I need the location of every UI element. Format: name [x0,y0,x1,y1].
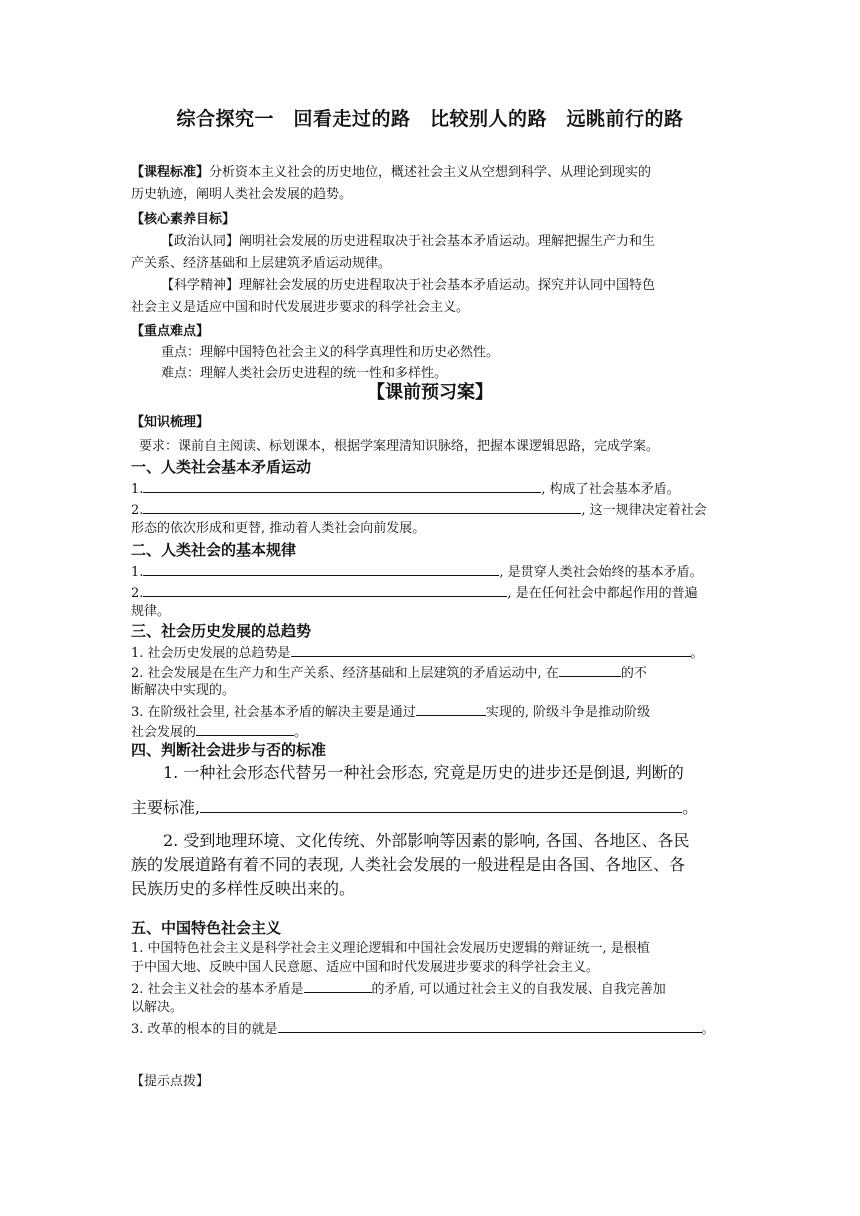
fill-blank[interactable] [291,642,691,657]
s3-item-3-text-b: 实现的, 阶级斗争是推动阶级 [485,705,651,720]
fill-blank[interactable] [143,499,581,514]
s5-item-2-cont: 以解决。 [131,1000,184,1015]
s4-para-2-line-1: 2. 受到地理环境、文化传统、外部影响等因素的影响, 各国、各地区、各民 [163,831,690,850]
page-title: 综合探究一 回看走过的路 比较别人的路 远眺前行的路 [176,108,684,130]
fill-blank[interactable] [278,1018,702,1033]
standard-line-1 [131,163,651,183]
s5-item-1-line-2: 于中国大地、反映中国人民意愿、适应中国和时代发展进步要求的科学社会主义。 [131,960,600,975]
standard-text-1: 分析资本主义社会的历史地位，概述社会主义从空想到科学、从理论到现实的 [209,165,652,180]
goals-label: 【核心素养目标】 [131,212,236,227]
requirement-text: 要求：课前自主阅读、标划课本，根据学案理清知识脉络，把握本课逻辑思路，完成学案。 [139,439,660,454]
s2-item-1-text: , 是贯穿人类社会始终的基本矛盾。 [499,565,703,580]
fill-blank[interactable] [143,478,541,493]
fill-blank[interactable] [196,721,294,736]
s3-item-1-end: 。 [690,646,704,661]
s2-item-2 [131,582,698,604]
s5-item-1-line-1: 1. 中国特色社会主义是科学社会主义理论逻辑和中国社会发展历史逻辑的辩证统一, 是根植 [131,941,650,956]
s4-para-1-label: 主要标准, [131,798,201,817]
section-3-heading: 三、社会历史发展的总趋势 [131,622,312,640]
fill-blank[interactable] [559,662,621,677]
s5-item-3 [131,1018,715,1040]
section-4-heading: 四、判断社会进步与否的标准 [131,741,327,759]
political-line-1 [161,232,655,252]
science-label: 【科学精神】 [161,278,240,293]
s4-para-1-line-1: 1. 一种社会形态代替另一种社会形态, 究竟是历史的进步还是倒退, 判断的 [163,763,684,782]
s2-item-2-num: 2. [131,586,144,601]
standard-label: 【课程标准】 [131,165,210,180]
s3-item-1 [131,642,704,664]
s2-item-2-text: , 是在任何社会中都起作用的普遍 [507,586,698,601]
s3-item-3 [131,701,650,723]
s1-item-2-num: 2. [131,503,144,518]
science-text-1: 理解社会发展的历史进程取决于社会基本矛盾运动。探究并认同中国特色 [239,278,656,293]
s3-item-2-text-b: 的不 [620,666,647,681]
s5-item-3-end: 。 [701,1022,715,1037]
s3-item-3-cont-text: 社会发展的 [131,725,197,740]
s2-item-1-num: 1. [131,565,144,580]
fill-blank[interactable] [143,561,499,576]
preview-section-title: 【课前预习案】 [367,382,493,403]
section-1-heading: 一、人类社会基本矛盾运动 [131,458,312,476]
fill-blank[interactable] [143,582,507,597]
s3-item-2-text: 2. 社会发展是在生产力和生产关系、经济基础和上层建筑的矛盾运动中, 在 [131,666,559,681]
key-label: 【重点难点】 [131,324,210,339]
s4-para-1-line-2 [131,793,698,823]
s1-item-1-text: , 构成了社会基本矛盾。 [541,482,680,497]
s1-item-1 [131,478,680,500]
fill-blank[interactable] [304,978,372,993]
standard-line-2: 历史轨迹，阐明人类社会发展的趋势。 [131,187,353,202]
section-5-heading: 五、中国特色社会主义 [131,919,282,937]
s3-item-3-end: 。 [294,725,308,740]
s2-item-2-cont: 规律。 [131,604,171,619]
s4-para-2-line-3: 民族历史的多样性反映出来的。 [131,879,356,898]
s4-para-1-end: 。 [682,798,699,817]
fill-blank[interactable] [200,794,682,813]
key-difficulty: 难点：理解人类社会历史进程的统一性和多样性。 [161,366,448,381]
s4-para-2-line-2: 族的发展道路有着不同的表现, 人类社会发展的一般进程是由各国、各地区、各 [131,855,686,874]
science-line-2: 社会主义是适应中国和时代发展进步要求的科学社会主义。 [131,300,470,315]
key-focus: 重点：理解中国特色社会主义的科学真理性和历史必然性。 [161,345,500,360]
s5-item-2-text-b: 的矛盾, 可以通过社会主义的自我发展、自我完善加 [371,982,666,997]
section-2-heading: 二、人类社会的基本规律 [131,541,297,559]
s5-item-2 [131,978,666,1000]
s3-item-2-cont: 断解决中实现的。 [131,683,236,698]
s1-item-2-text: , 这一规律决定着社会 [581,503,707,518]
s3-item-1-text: 1. 社会历史发展的总趋势是 [131,646,291,661]
fill-blank[interactable] [416,701,486,716]
s1-item-2-cont: 形态的依次形成和更替, 推动着人类社会向前发展。 [131,521,426,536]
hint-label: 【提示点拨】 [131,1074,210,1089]
s3-item-3-text: 3. 在阶级社会里, 社会基本矛盾的解决主要是通过 [131,705,416,720]
s1-item-1-num: 1. [131,482,144,497]
s2-item-1 [131,561,703,583]
political-text-1: 阐明社会发展的历史进程取决于社会基本矛盾运动。理解把握生产力和生 [239,234,656,249]
s5-item-2-text: 2. 社会主义社会的基本矛盾是 [131,982,304,997]
s5-item-3-text: 3. 改革的根本的目的就是 [131,1022,278,1037]
s1-item-2 [131,499,707,521]
knowledge-label: 【知识梳理】 [131,415,210,430]
political-line-2: 产关系、经济基础和上层建筑矛盾运动规律。 [131,256,392,271]
science-line-1 [161,276,655,296]
political-label: 【政治认同】 [161,234,240,249]
